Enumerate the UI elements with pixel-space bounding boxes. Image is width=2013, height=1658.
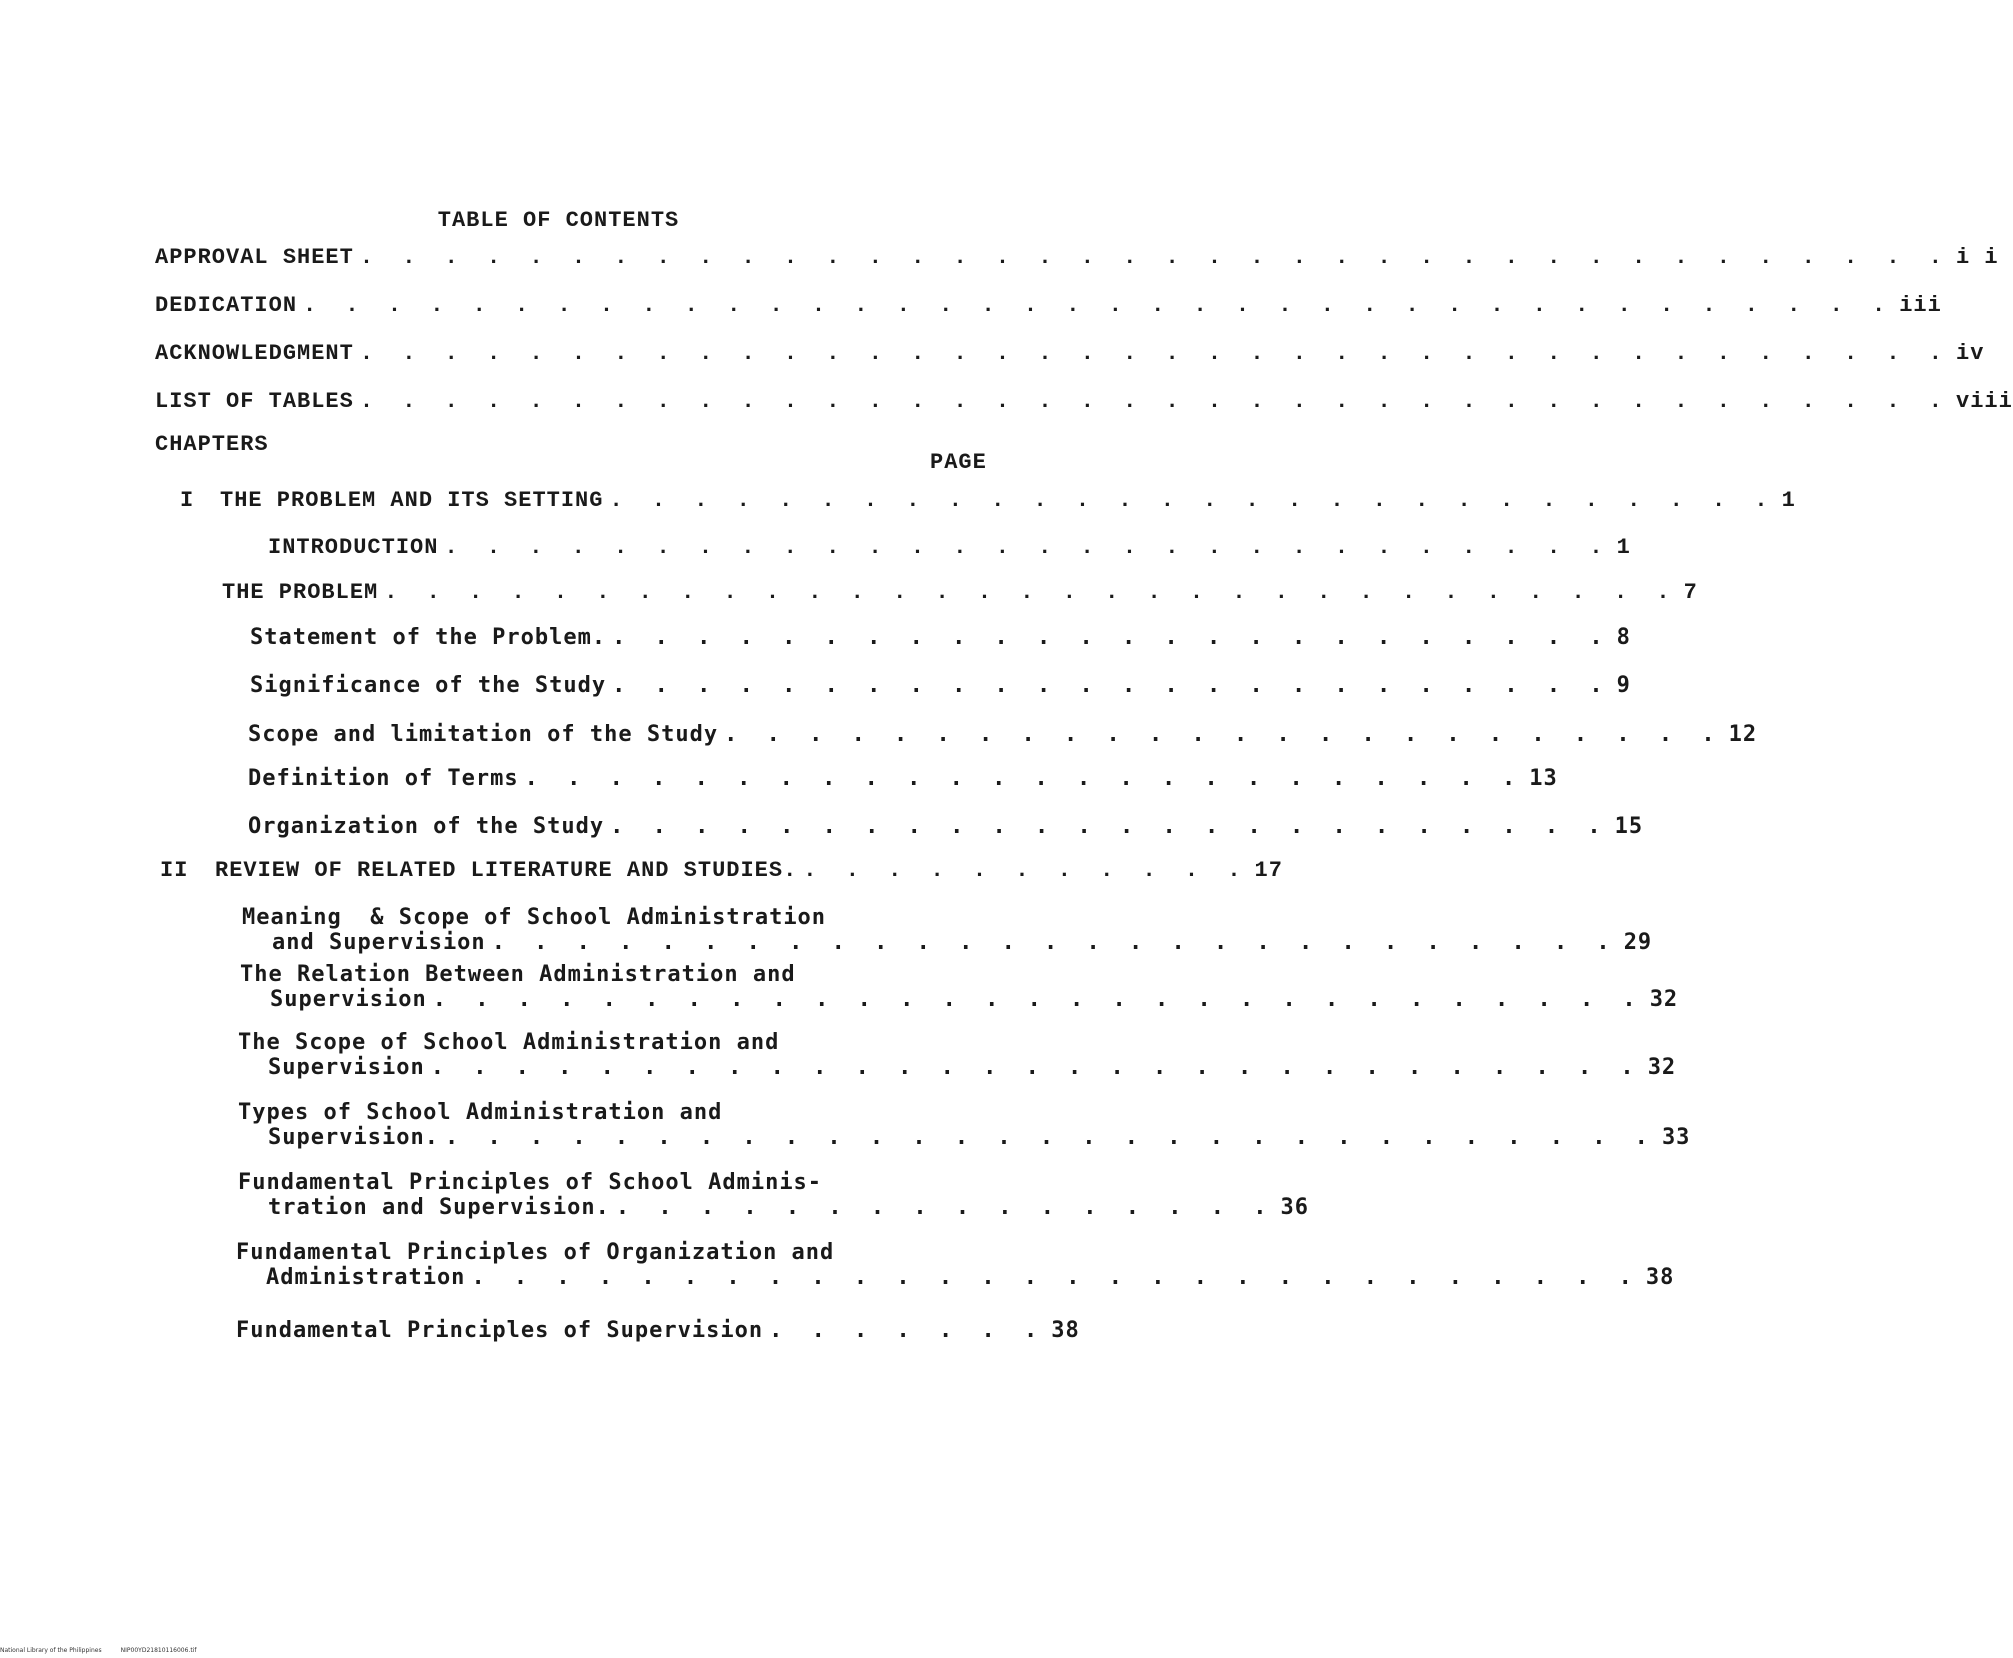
toc-review-item [238, 1170, 1309, 1220]
page-column-heading: PAGE [930, 450, 987, 475]
toc-subsection [248, 766, 1558, 791]
entry-page: 1 [1781, 488, 1796, 513]
entry-page: iv [1956, 341, 1985, 366]
entry-label-line2: Supervision [270, 987, 427, 1012]
dot-leader: . . . . . . . . . . . . . . . . [615, 1195, 1275, 1220]
toc-subsection [248, 814, 1644, 839]
entry-label-line2: and Supervision [272, 930, 486, 955]
dot-leader: . . . . . . . . . . . . . . . . . . . . . . . . [612, 625, 1611, 650]
dot-leader: . . . . . . . . . . . . . . . . . . . . . . . . . . . . . . . [384, 580, 1678, 605]
entry-label: THE PROBLEM [222, 580, 379, 605]
entry-label: LIST OF TABLES [155, 389, 354, 414]
toc-review-item-last [236, 1318, 1080, 1343]
dot-leader: . . . . . . . . . . . . . . . . . . . . . . . . . . . . . . . . . . . . . . [359, 389, 1951, 414]
entry-page: iii [1899, 293, 1942, 318]
entry-label-line2: Supervision. [268, 1125, 439, 1150]
entry-page: 29 [1623, 930, 1653, 955]
entry-page: 32 [1649, 987, 1679, 1012]
entry-label: THE PROBLEM AND ITS SETTING [220, 488, 604, 513]
toc-review-item [240, 962, 1679, 1012]
dot-leader: . . . . . . . . . . . . . . . . . . . . . . . . . . . . . [432, 987, 1644, 1012]
dot-leader: . . . . . . . . . . . . . . . . . . . . . . . . . . . . . [430, 1055, 1642, 1080]
entry-label-line1: Types of School Administration and [238, 1100, 723, 1125]
toc-subsection [248, 722, 1758, 747]
entry-page: 38 [1051, 1318, 1080, 1343]
dot-leader: . . . . . . . . . . . . . . . . . . . . . . . . . . . [491, 930, 1618, 955]
footer-library: National Library of the Philippines [0, 1647, 102, 1654]
entry-page: 33 [1661, 1125, 1691, 1150]
dot-leader: . . . . . . . . . . . . . . . . . . . . . . . . . . . . [444, 535, 1611, 560]
entry-label: Organization of the Study [248, 814, 605, 839]
entry-page: 36 [1280, 1195, 1309, 1220]
entry-page: 1 [1616, 535, 1631, 560]
entry-page: 13 [1529, 766, 1558, 791]
toc-subsection [250, 625, 1631, 650]
footer-file-id: NIP00YD21810116006.tif [120, 1647, 197, 1654]
entry-label-line1: The Scope of School Administration and [238, 1030, 780, 1055]
dot-leader: . . . . . . . . . . . . . . . . . . . . . . . . . . . . . . . . . . . . . . [303, 293, 1894, 318]
entry-page: 17 [1254, 858, 1283, 883]
dot-leader: . . . . . . . . . . . . . . . . . . . . . . . . . . . . . . . . . . . . . . [359, 245, 1951, 270]
chapter-number: II [160, 858, 189, 883]
toc-review-item [238, 1100, 1691, 1150]
entry-label-line1: Fundamental Principles of Organization and [236, 1240, 835, 1265]
chapters-heading: CHAPTERS [155, 432, 269, 457]
page-title: TABLE OF CONTENTS [437, 208, 680, 233]
entry-label-line2: Administration [266, 1265, 466, 1290]
toc-review-item [236, 1240, 1675, 1290]
dot-leader: . . . . . . . . . . . . . . . . . . . . . . . . . . . . . . . . . . . . . . [359, 341, 1951, 366]
entry-label: Statement of the Problem. [250, 625, 607, 650]
toc-entry-introduction [268, 535, 1631, 560]
dot-leader: . . . . . . . . . . . . . . . . . . . . . . . . . . . . [471, 1265, 1640, 1290]
toc-review-item [238, 1030, 1677, 1080]
entry-page: i i [1956, 245, 1999, 270]
dot-leader: . . . . . . . . . . . . . . . . . . . . . . . . [724, 722, 1723, 747]
entry-page: 38 [1645, 1265, 1675, 1290]
toc-entry-the-problem [222, 580, 1698, 605]
dot-leader: . . . . . . . . . . . . . . . . . . . . . . . . [610, 814, 1609, 839]
entry-label-line2: Supervision [268, 1055, 425, 1080]
dot-leader: . . . . . . . . . . . . . . . . . . . . . . . . [612, 673, 1611, 698]
toc-entry-acknowledgment [155, 341, 1985, 366]
entry-label-line2: tration and Supervision. [268, 1195, 610, 1220]
toc-chapter-2 [160, 858, 1283, 883]
toc-review-item [242, 905, 1653, 955]
entry-page: 32 [1647, 1055, 1677, 1080]
entry-label-line1: The Relation Between Administration and [240, 962, 796, 987]
toc-chapter-1 [180, 488, 1796, 513]
entry-label: Definition of Terms [248, 766, 519, 791]
entry-label: APPROVAL SHEET [155, 245, 354, 270]
entry-label: ACKNOWLEDGMENT [155, 341, 354, 366]
toc-entry-list-of-tables [155, 389, 2013, 414]
entry-label: INTRODUCTION [268, 535, 439, 560]
entry-page: 7 [1683, 580, 1698, 605]
entry-label: Fundamental Principles of Supervision [236, 1318, 764, 1343]
entry-label-line1: Fundamental Principles of School Adminis- [238, 1170, 823, 1195]
dot-leader: . . . . . . . . . . . . . . . . . . . . . . . . . . . . . [444, 1125, 1656, 1150]
dot-leader: . . . . . . . [769, 1318, 1046, 1343]
chapter-number: I [180, 488, 195, 513]
entry-label: Significance of the Study [250, 673, 607, 698]
dot-leader: . . . . . . . . . . . . . . . . . . . . . . . . . . . . [609, 488, 1776, 513]
scan-footer [0, 1647, 196, 1654]
toc-entry-dedication [155, 293, 1942, 318]
toc-entry-approval-sheet [155, 245, 1999, 270]
dot-leader: . . . . . . . . . . . . . . . . . . . . . . . . [524, 766, 1524, 791]
entry-label: DEDICATION [155, 293, 298, 318]
entry-label: Scope and limitation of the Study [248, 722, 719, 747]
dot-leader: . . . . . . . . . . . [803, 858, 1249, 883]
entry-page: 12 [1728, 722, 1758, 747]
entry-page: viii [1956, 389, 2013, 414]
toc-subsection [250, 673, 1631, 698]
entry-page: 15 [1614, 814, 1644, 839]
entry-page: 8 [1616, 625, 1631, 650]
entry-label: REVIEW OF RELATED LITERATURE AND STUDIES. [215, 858, 798, 883]
entry-label-line1: Meaning & Scope of School Administration [242, 905, 827, 930]
entry-page: 9 [1616, 673, 1631, 698]
